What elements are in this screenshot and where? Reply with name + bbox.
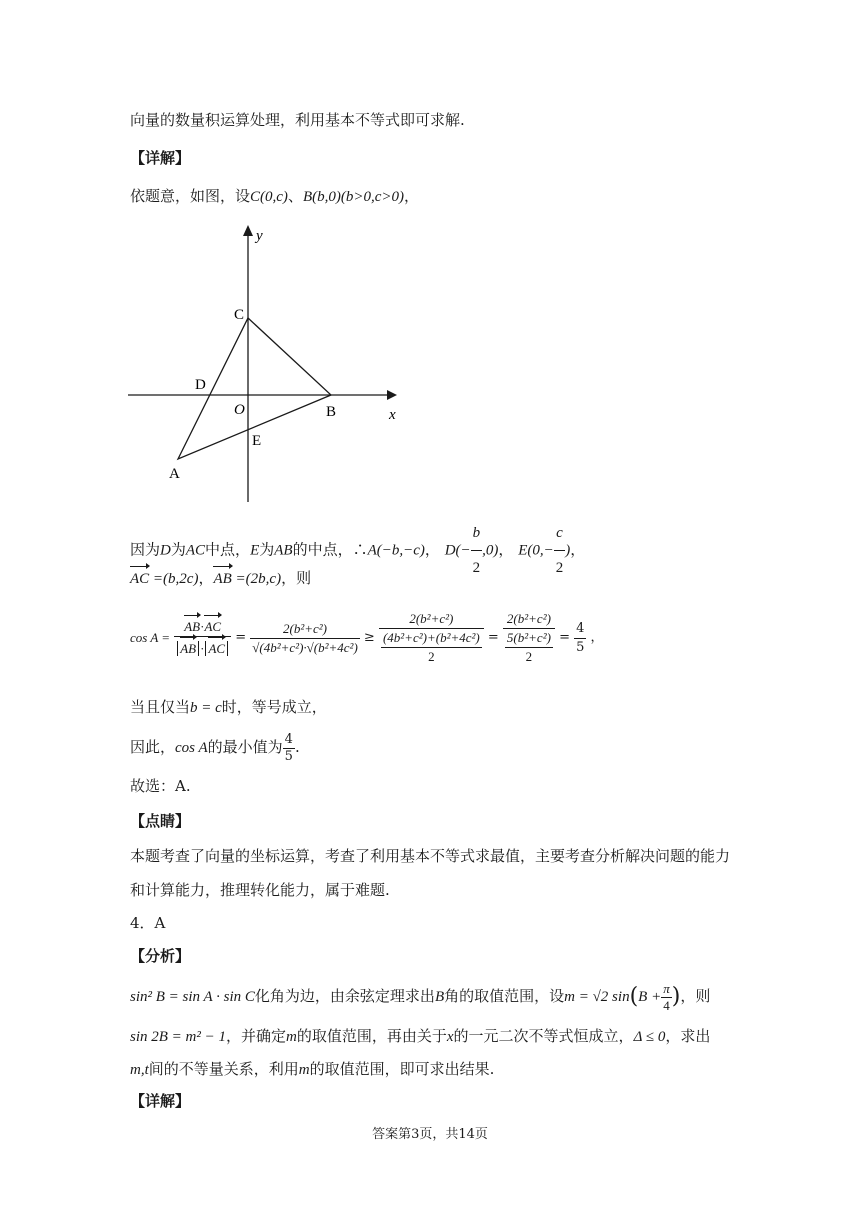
minimum-fraction: [283, 732, 295, 765]
nested-numerator: 5(b²+c²): [505, 629, 553, 648]
nested-denominator: 2: [428, 649, 435, 664]
point-e-fraction: [554, 516, 566, 585]
setup-prefix: 依题意，如图，设: [130, 187, 251, 205]
symbol-d: D: [160, 542, 171, 559]
page-footer: 答案第3页，共14页: [372, 1127, 488, 1142]
paren-open: (: [629, 984, 639, 1009]
fraction-numerator: 2(b²+c²): [503, 610, 555, 629]
fraction-dot-product: [174, 618, 231, 658]
nested-numerator: (4b²+c²)+(b²+4c²): [381, 629, 482, 648]
equals-sign: =: [235, 630, 247, 645]
comma: ，: [570, 540, 586, 559]
nested-fraction: [503, 629, 555, 666]
fraction-numerator: π: [663, 980, 670, 996]
vector-ab: AB: [184, 619, 201, 634]
cos-a-lhs: cos A =: [130, 630, 171, 645]
fraction-denominator: 5: [576, 639, 585, 655]
vector-ab: AB: [213, 571, 232, 587]
label-y: y: [256, 228, 263, 244]
symbol-b: B: [434, 989, 445, 1005]
analysis-line-1: [130, 978, 710, 1015]
period: .: [294, 738, 300, 756]
point-d-label: D: [444, 542, 456, 559]
text-segment: 的中点，∴: [292, 540, 368, 559]
text-segment: 的取值范围，即可求出结果.: [309, 1060, 495, 1078]
fraction-numerator: 2(b²+c²): [250, 620, 360, 639]
symbol-m: m: [286, 1029, 297, 1045]
fraction-am-gm: [379, 610, 484, 666]
text-segment: 当且仅当: [130, 698, 191, 716]
nested-denominator: 2: [525, 649, 533, 664]
analysis-line-3: [130, 1059, 494, 1080]
nested-fraction: [379, 629, 484, 666]
fraction-simplified: [503, 610, 555, 666]
fraction-denominator: 5: [284, 748, 293, 764]
label-x: x: [389, 407, 396, 423]
point-b-coord: B(b,0)(b>0,c>0): [302, 189, 404, 205]
m-definition: m = √2 sin: [564, 989, 630, 1005]
equals-sign: =: [559, 630, 570, 645]
vector-ac: AC: [130, 571, 150, 587]
comment-line-1: 本题考查了向量的坐标运算，考查了利用基本不等式求最值，主要考查分析解决问题的能力: [130, 847, 731, 865]
text-segment: 角的取值范围，设: [444, 987, 565, 1005]
symbol-ab: AB: [274, 542, 293, 559]
symbol-m: m: [298, 1062, 310, 1078]
vector-ab: AB: [180, 641, 197, 656]
dot-operator: ·: [200, 619, 205, 634]
fraction-numerator: c: [554, 516, 566, 551]
comma: ，: [590, 630, 604, 645]
minimum-line: [130, 729, 300, 766]
discriminant-condition: Δ ≤ 0: [633, 1029, 666, 1045]
vector-ac: AC: [208, 641, 226, 656]
vector-ac-value: =(b,2c): [149, 571, 199, 587]
point-a-coord: A(−b,−c): [367, 542, 425, 559]
text-segment: 因此，: [130, 738, 176, 756]
fraction-numerator: 4: [284, 731, 293, 747]
x-axis-arrow: [387, 390, 397, 400]
text-segment: 时，等号成立，: [221, 698, 327, 716]
y-axis-arrow: [243, 225, 253, 236]
setup-suffix: ，: [403, 187, 419, 205]
point-e-label: E: [518, 542, 528, 559]
fraction-coordinates: [250, 620, 360, 657]
analysis-header: 【分析】: [130, 947, 191, 965]
point-c-coord: C(0,c): [250, 189, 288, 205]
fraction-denominator: 4: [663, 997, 670, 1013]
fraction-result: [574, 620, 586, 657]
text-segment: 为: [170, 540, 186, 559]
vector-line: [130, 568, 311, 589]
symbol-ac: AC: [185, 542, 206, 559]
sin-relation: sin² B = sin A · sin C: [130, 989, 255, 1005]
equals-sign: =: [487, 630, 499, 645]
equality-line: [130, 697, 327, 718]
label-d: D: [195, 377, 206, 393]
fraction-denominator: 2: [555, 560, 564, 576]
detail-header: 【详解】: [130, 149, 191, 167]
vector-ac: AC: [204, 619, 222, 634]
analysis-line-2: [130, 1026, 710, 1047]
point-d-open: (−: [455, 542, 471, 559]
detail-header-2: 【详解】: [130, 1092, 191, 1110]
symbol-x: x: [446, 1029, 454, 1045]
text-segment: 的取值范围，再由关于: [296, 1027, 447, 1045]
dot-operator: ·: [200, 641, 205, 656]
question-4-answer: 4．A: [130, 914, 166, 932]
text-segment: ，则: [281, 569, 312, 587]
text-segment: 间的不等量关系，利用: [148, 1060, 299, 1078]
text-segment: 因为: [130, 540, 161, 559]
setup-line: [130, 186, 419, 207]
label-o: O: [234, 402, 245, 418]
point-e-open: (0,−: [527, 542, 554, 559]
pi-over-4: [661, 981, 672, 1014]
comma: ，: [198, 569, 214, 587]
comment-line-2: 和计算能力，推理转化能力，属于难题.: [130, 881, 390, 899]
text-segment: ，求出: [665, 1027, 711, 1045]
paren-close: ): [671, 984, 681, 1009]
cos-equation: [130, 610, 604, 666]
text-segment: 的最小值为: [207, 738, 283, 756]
cos-a-expr: cos A: [175, 740, 208, 756]
fraction-numerator: 2(b²+c²): [379, 610, 484, 629]
coordinate-figure: [125, 222, 410, 504]
geq-sign: ≥: [363, 630, 375, 645]
equality-condition: b = c: [190, 700, 222, 716]
point-d-close: ,0): [482, 542, 499, 559]
text-segment: ，则: [680, 987, 711, 1005]
label-b: B: [326, 404, 337, 420]
choice-line: 故选：A.: [130, 777, 191, 795]
symbol-e: E: [250, 542, 260, 559]
symbol-mt: m,t: [130, 1062, 149, 1078]
fraction-denominator: 2: [472, 560, 481, 576]
fraction-denominator: √(4b²+c²)·√(b²+4c²): [252, 639, 358, 655]
sin2b-relation: sin 2B = m² − 1: [130, 1029, 226, 1045]
comment-header: 【点睛】: [130, 812, 191, 830]
text-segment: 中点，: [205, 540, 251, 559]
text-segment: 化角为边，由余弦定理求出: [254, 987, 435, 1005]
text-segment: 的一元二次不等式恒成立，: [453, 1027, 634, 1045]
b-plus: B +: [638, 989, 662, 1005]
point-e-close: ): [565, 542, 571, 559]
intro-line: 向量的数量积运算处理，利用基本不等式即可求解.: [130, 111, 465, 129]
text-segment: ，并确定: [226, 1027, 287, 1045]
label-c: C: [234, 307, 245, 323]
comma: ，: [424, 540, 440, 559]
label-a: A: [169, 466, 180, 482]
point-d-fraction: [471, 516, 483, 585]
fraction-numerator: b: [471, 516, 483, 551]
comma: ，: [498, 540, 514, 559]
text-segment: 为: [259, 540, 275, 559]
label-e: E: [252, 433, 262, 449]
vector-ab-value: =(2b,c): [231, 571, 282, 587]
setup-sep: 、: [287, 187, 303, 205]
fraction-numerator: 4: [574, 620, 586, 639]
